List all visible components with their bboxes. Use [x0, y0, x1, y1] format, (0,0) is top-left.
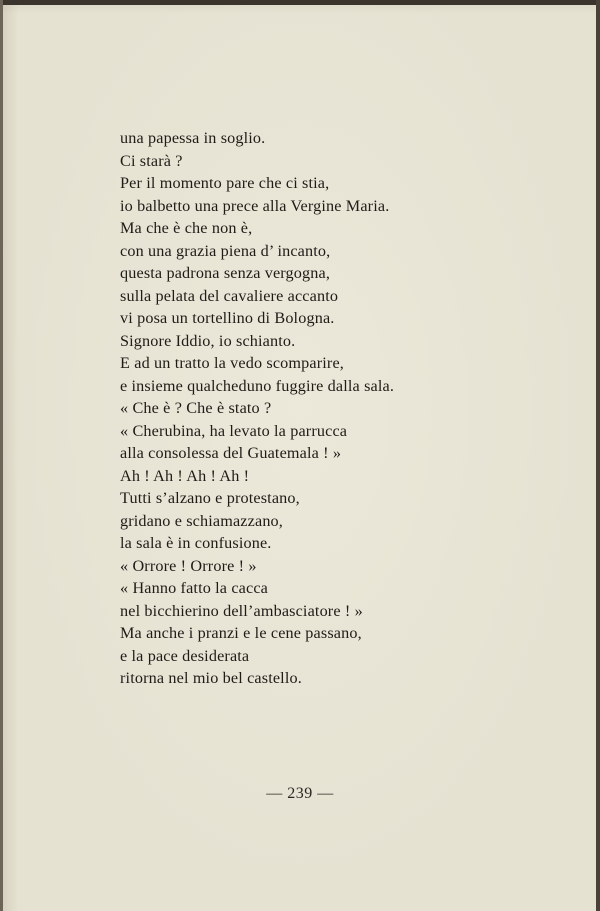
poem-line: sulla pelata del cavaliere accanto	[120, 286, 339, 305]
poem-line: E ad un tratto la vedo scomparire,	[120, 354, 345, 372]
poem-line: alla consolessa del Guatemala ! »	[120, 444, 342, 462]
poem-line: gridano e schiamazzano,	[120, 511, 284, 530]
poem-line: nel bicchierino dell’ambasciatore ! »	[120, 601, 363, 620]
poem-line: ritorna nel mio bel castello.	[120, 669, 302, 687]
page-number: — 239 —	[266, 785, 334, 802]
poem-line: Tutti s’alzano e protestano,	[120, 489, 300, 507]
poem-line: « Cherubina, ha levato la parrucca	[120, 421, 348, 440]
poem-line: una papessa in soglio.	[120, 129, 266, 147]
poem-line: e insieme qualcheduno fuggire dalla sala.	[120, 376, 395, 395]
poem-line: Per il momento pare che ci stia,	[120, 174, 330, 192]
poem-line: e la pace desiderata	[120, 646, 250, 665]
poem-line: « Che è ? Che è stato ?	[120, 399, 272, 417]
poem-line: la sala è in confusione.	[120, 534, 272, 552]
poem-line: vi posa un tortellino di Bologna.	[120, 309, 335, 327]
poem-line: Ci starà ?	[120, 151, 183, 170]
page-left-edge	[0, 0, 3, 911]
poem-line: « Hanno fatto la cacca	[120, 579, 269, 597]
poem-line: Ma anche i pranzi e le cene passano,	[120, 624, 362, 642]
poem-text	[120, 127, 394, 690]
poem-line: con una grazia piena d’ incanto,	[120, 241, 331, 260]
poem-line: Signore Iddio, io schianto.	[120, 331, 296, 350]
poem-line: « Orrore ! Orrore ! »	[120, 556, 257, 575]
poem-line: io balbetto una prece alla Vergine Maria.	[120, 196, 390, 215]
page-right-edge	[596, 0, 600, 911]
page-top-edge	[0, 0, 600, 5]
poem-line: questa padrona senza vergogna,	[120, 264, 331, 282]
poem-line: Ma che è che non è,	[120, 219, 253, 237]
poem-line: Ah ! Ah ! Ah ! Ah !	[120, 466, 250, 485]
